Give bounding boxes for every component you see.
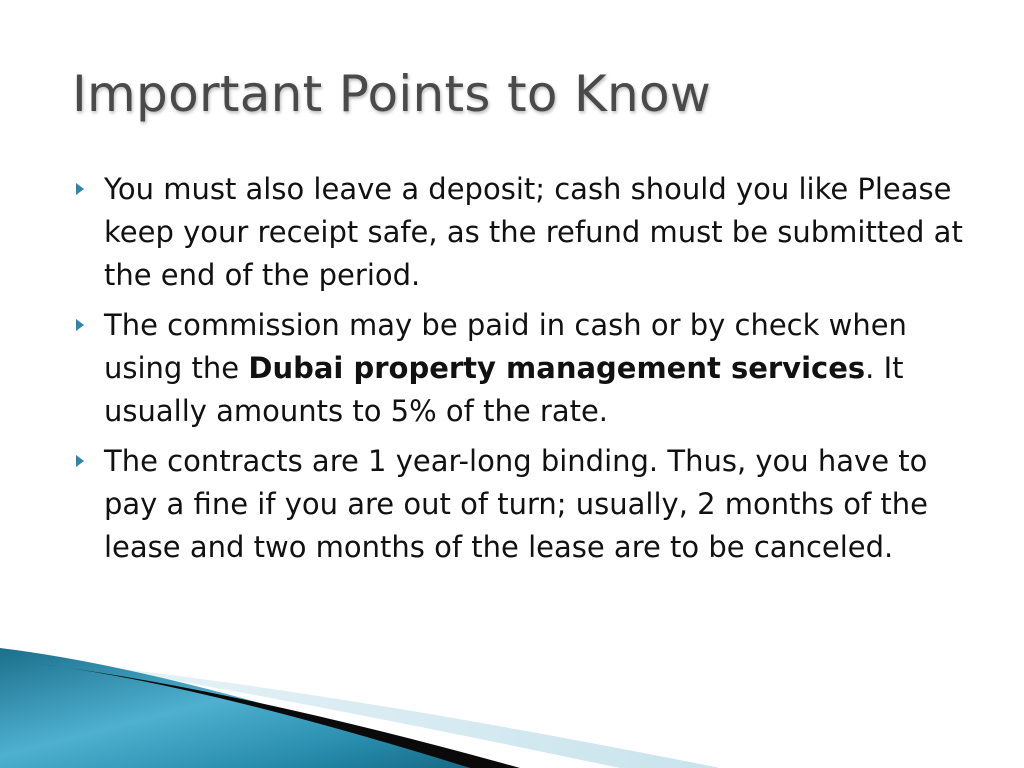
triangle-right-icon — [76, 183, 84, 195]
triangle-right-icon — [76, 319, 84, 331]
bold-link-text[interactable]: Dubai property management services — [248, 351, 866, 385]
slide-title: Important Points to Know — [72, 65, 712, 123]
bullet-text: The contracts are 1 year-long binding. Thus, you have to pay a fine if you are out of turn; usually, 2 months of the lease and two months of the lease are to be canceled. — [104, 444, 929, 564]
bullet-item-commission — [76, 304, 976, 433]
wave-pale-band — [60, 662, 720, 768]
triangle-right-icon — [76, 455, 84, 467]
bullet-text-after: . It usually amounts to 5% of the rate. — [104, 351, 904, 428]
wave-teal-band — [0, 648, 470, 768]
bullet-item-contracts — [76, 440, 976, 569]
wave-black-band — [40, 664, 520, 768]
bullet-item-deposit — [76, 168, 976, 297]
bullet-list — [76, 168, 976, 576]
bullet-text: You must also leave a deposit; cash should you like Please keep your receipt safe, as the refund must be submitted at the end of the period. — [104, 172, 963, 292]
bullet-text-before: The commission may be paid in cash or by check when using the — [104, 308, 907, 385]
